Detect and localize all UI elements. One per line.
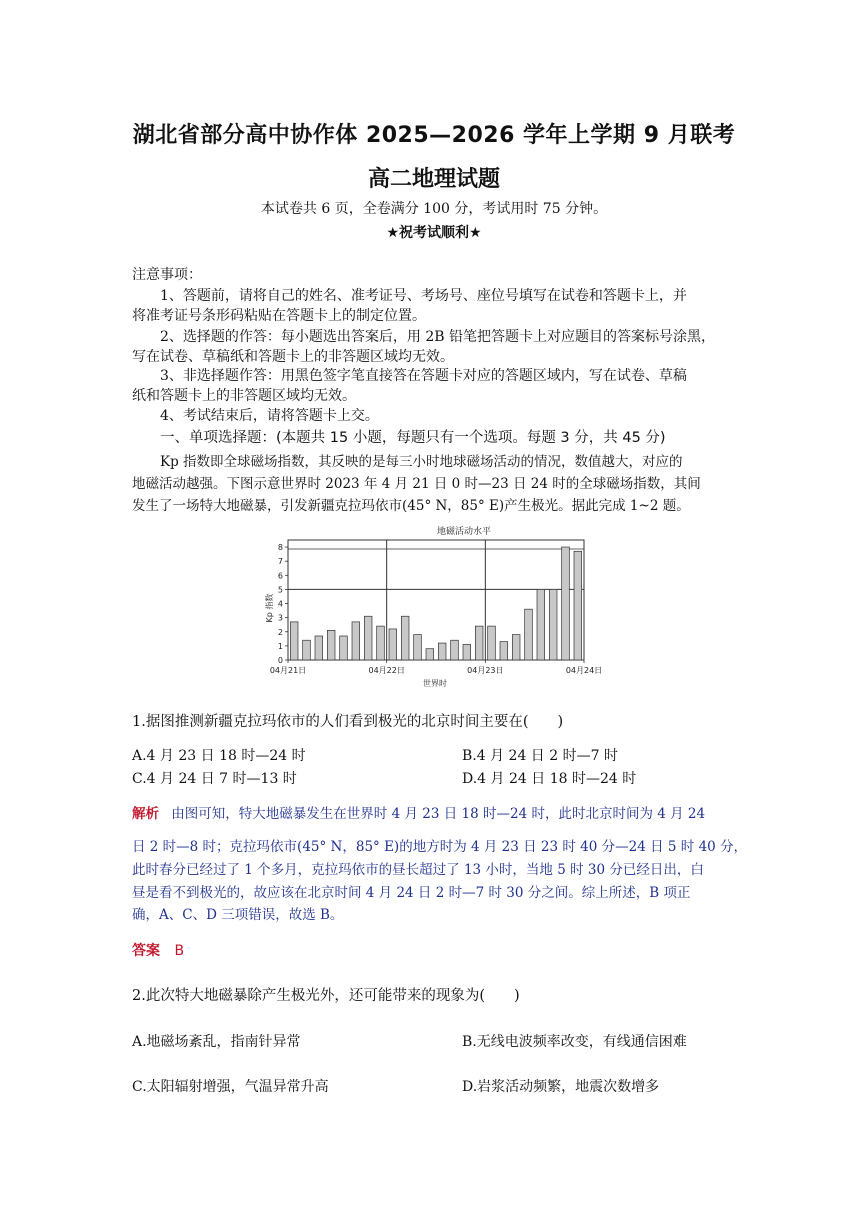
- notes-item-2-line-1: 2、选择题的作答：每小题选出答案后，用 2B 铅笔把答题卡上对应题目的答案标号涂黑，: [160, 329, 716, 345]
- q1-analysis-line-4: 昼是看不到极光的，故应该在北京时间 4 月 24 日 2 时—7 时 30 分之间。综上所述，B 项正: [132, 885, 691, 901]
- intro-line-2: 地磁活动越强。下图示意世界时 2023 年 4 月 21 日 0 时—23 日 24 时的全球磁场指数，其间: [132, 476, 701, 492]
- notes-item-1-line-2: 将准考证号条形码粘贴在答题卡上的制定位置。: [132, 308, 426, 324]
- q1-analysis-line-3: 此时春分已经过了 1 个多月，克拉玛依市的昼长超过了 13 小时，当地 5 时 30 分已经日出，白: [132, 862, 704, 878]
- q2-option-d: D.岩浆活动频繁，地震次数增多: [462, 1079, 660, 1095]
- q1-analysis-line-2: 日 2 时—8 时；克拉玛依市(45° N，85° E)的地方时为 4 月 23 日 23 时 40 分—24 日 5 时 40 分，: [132, 839, 748, 855]
- notes-item-3-line-2: 纸和答题卡上的非答题区域均无效。: [132, 388, 356, 404]
- y-tick-label: 1: [277, 641, 283, 651]
- notes-item-2-line-2: 写在试卷、草稿纸和答题卡上的非答题区域均无效。: [132, 349, 454, 365]
- intro-line-3: 发生了一场特大地磁暴，引发新疆克拉玛依市(45° N，85° E)产生极光。据此完成 1~2 题。: [132, 498, 690, 514]
- section-heading: 一、单项选择题：(本题共 15 小题，每题只有一个选项。每题 3 分，共 45 分): [160, 430, 666, 446]
- kp-bar: [327, 630, 335, 660]
- q1-option-a: A.4 月 23 日 18 时—24 时: [132, 748, 306, 764]
- y-tick-label: 2: [277, 627, 283, 637]
- q2-option-b: B.无线电波频率改变，有线通信困难: [462, 1034, 687, 1050]
- q2-stem: 2.此次特大地磁暴除产生极光外，还可能带来的现象为( ): [132, 988, 520, 1004]
- kp-bar: [426, 649, 434, 660]
- kp-bar: [525, 609, 533, 660]
- kp-bar: [303, 640, 311, 660]
- analysis-label: 解析: [132, 806, 159, 822]
- y-tick-label: 6: [277, 571, 283, 581]
- kp-bar: [451, 640, 459, 660]
- good-luck-text: ★祝考试顺利★: [386, 225, 482, 241]
- kp-bar: [352, 622, 360, 660]
- kp-bar: [438, 643, 446, 660]
- chart-ylabel: Kp 指数: [265, 593, 274, 623]
- exam-subject-title: 高二地理试题: [367, 167, 500, 192]
- q1-option-d: D.4 月 24 日 18 时—24 时: [462, 771, 637, 787]
- q1-analysis-line-5: 确，A、C、D 三项错误，故选 B。: [132, 907, 344, 923]
- kp-bar: [389, 629, 397, 660]
- exam-title: 湖北省部分高中协作体 2025—2026 学年上学期 9 月联考: [132, 123, 736, 148]
- kp-bar: [512, 635, 520, 660]
- chart-xlabel: 世界时: [423, 679, 447, 688]
- y-tick-label: 8: [277, 543, 283, 553]
- kp-bar: [537, 589, 545, 660]
- kp-bar: [290, 622, 298, 660]
- y-tick-label: 4: [277, 599, 283, 609]
- kp-bar: [488, 626, 496, 660]
- kp-index-chart: [258, 522, 608, 690]
- x-tick-label: 04月21日: [269, 666, 307, 675]
- notes-heading: 注意事项：: [132, 267, 202, 283]
- answer-label: 答案: [132, 943, 160, 959]
- kp-bar: [340, 636, 348, 660]
- x-tick-label: 04月22日: [368, 666, 405, 675]
- kp-bar: [463, 644, 471, 660]
- q2-option-c: C.太阳辐射增强，气温异常升高: [132, 1079, 329, 1095]
- x-tick-label: 04月23日: [467, 666, 504, 675]
- notes-item-4: 4、考试结束后，请将答题卡上交。: [160, 408, 379, 424]
- chart-title: 地磁活动水平: [436, 527, 492, 537]
- notes-item-1-line-1: 1、答题前，请将自己的姓名、准考证号、考场号、座位号填写在试卷和答题卡上，并: [160, 288, 687, 304]
- q1-answer: [132, 940, 184, 960]
- kp-bar: [562, 547, 570, 660]
- y-tick-label: 5: [277, 585, 283, 595]
- x-tick-label: 04月24日: [565, 666, 603, 675]
- kp-bar: [377, 626, 385, 660]
- y-tick-label: 7: [277, 557, 283, 567]
- q1-stem: 1.据图推测新疆克拉玛依市的人们看到极光的北京时间主要在( ): [132, 714, 564, 730]
- q1-analysis-line-1: 解析 由图可知，特大地磁暴发生在世界时 4 月 23 日 18 时—24 时，此时北京时间为 4 月 24: [132, 806, 706, 822]
- intro-line-1: Kp 指数即全球磁场指数，其反映的是每三小时地球磁场活动的情况，数值越大，对应的: [160, 454, 683, 470]
- y-tick-label: 3: [277, 613, 283, 623]
- q2-option-a: A.地磁场紊乱，指南针异常: [132, 1034, 301, 1050]
- kp-bar: [364, 616, 372, 660]
- answer-value: B: [174, 943, 185, 959]
- y-tick-label: 0: [277, 656, 283, 665]
- kp-bar: [475, 626, 483, 660]
- notes-item-3-line-1: 3、非选择题作答：用黑色签字笔直接答在答题卡对应的答题区域内，写在试卷、草稿: [160, 368, 687, 384]
- kp-bar: [549, 589, 557, 660]
- kp-bar: [500, 642, 508, 660]
- kp-bar: [574, 551, 582, 660]
- kp-bar: [401, 616, 409, 660]
- q1-option-b: B.4 月 24 日 2 时—7 时: [462, 748, 618, 764]
- kp-bar: [414, 635, 422, 660]
- exam-info: 本试卷共 6 页，全卷满分 100 分，考试用时 75 分钟。: [260, 201, 608, 217]
- q1-option-c: C.4 月 24 日 7 时—13 时: [132, 771, 297, 787]
- kp-bar: [315, 636, 323, 660]
